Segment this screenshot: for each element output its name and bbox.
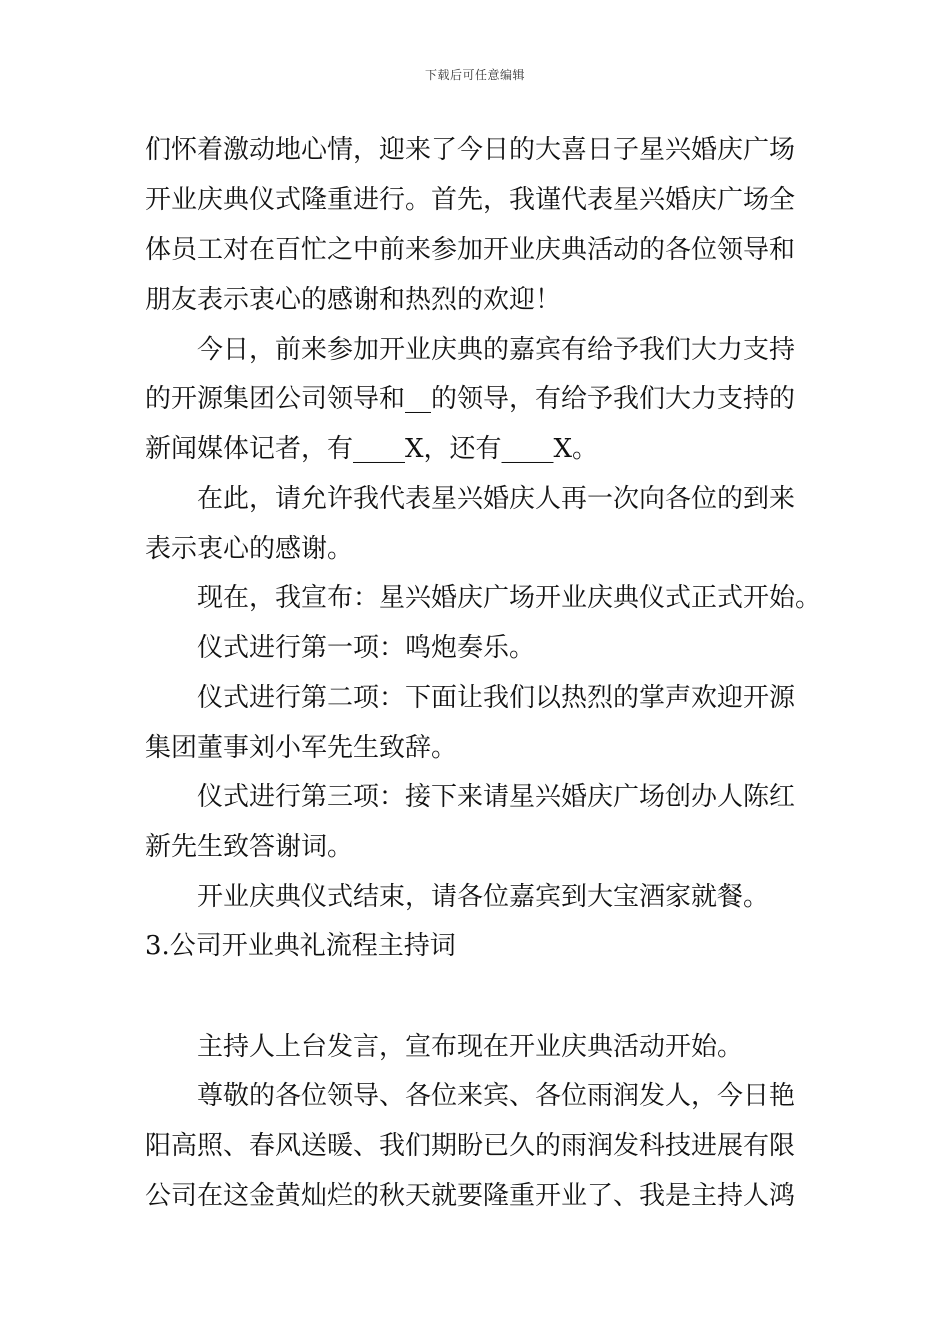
- text-line: 仪式进行第一项：鸣炮奏乐。: [197, 633, 536, 663]
- text-line: 公司在这金黄灿烂的秋天就要隆重开业了、我是主持人鸿: [145, 1181, 796, 1211]
- text-line: 集团董事刘小军先生致辞。: [145, 733, 458, 763]
- text-line: 阳高照、春风送暖、我们期盼已久的雨润发科技进展有限: [145, 1131, 796, 1161]
- text-line: 仪式进行第二项：下面让我们以热烈的掌声欢迎开源: [197, 683, 796, 713]
- text-line: 们怀着激动地心情，迎来了今日的大喜日子星兴婚庆广场: [145, 135, 796, 165]
- text-line: 表示衷心的感谢。: [145, 534, 354, 564]
- text-line: 主持人上台发言，宣布现在开业庆典活动开始。: [197, 1032, 744, 1062]
- text-line: 仪式进行第三项：接下来请星兴婚庆广场创办人陈红: [197, 782, 796, 812]
- text-line: 新先生致答谢词。: [145, 832, 354, 862]
- section-heading: 3.公司开业典礼流程主持词: [145, 931, 456, 961]
- text-line: 今日，前来参加开业庆典的嘉宾有给予我们大力支持: [197, 335, 796, 365]
- text-line: 朋友表示衷心的感谢和热烈的欢迎！: [145, 285, 562, 315]
- text-line: 在此，请允许我代表星兴婚庆人再一次向各位的到来: [197, 484, 796, 514]
- text-line: 现在，我宣布：星兴婚庆广场开业庆典仪式正式开始。: [197, 583, 822, 613]
- text-line: 体员工对在百忙之中前来参加开业庆典活动的各位领导和: [145, 235, 796, 265]
- text-line: 尊敬的各位领导、各位来宾、各位雨润发人，今日艳: [197, 1081, 796, 1111]
- text-line: 新闻媒体记者，有____X，还有____X。: [145, 434, 599, 464]
- text-line: 开业庆典仪式结束，请各位嘉宾到大宝酒家就餐。: [197, 882, 770, 912]
- page-header: 下载后可任意编辑: [424, 68, 525, 82]
- text-line: 的开源集团公司领导和__的领导，有给予我们大力支持的: [145, 384, 796, 414]
- text-line: 开业庆典仪式隆重进行。首先，我谨代表星兴婚庆广场全: [145, 185, 796, 215]
